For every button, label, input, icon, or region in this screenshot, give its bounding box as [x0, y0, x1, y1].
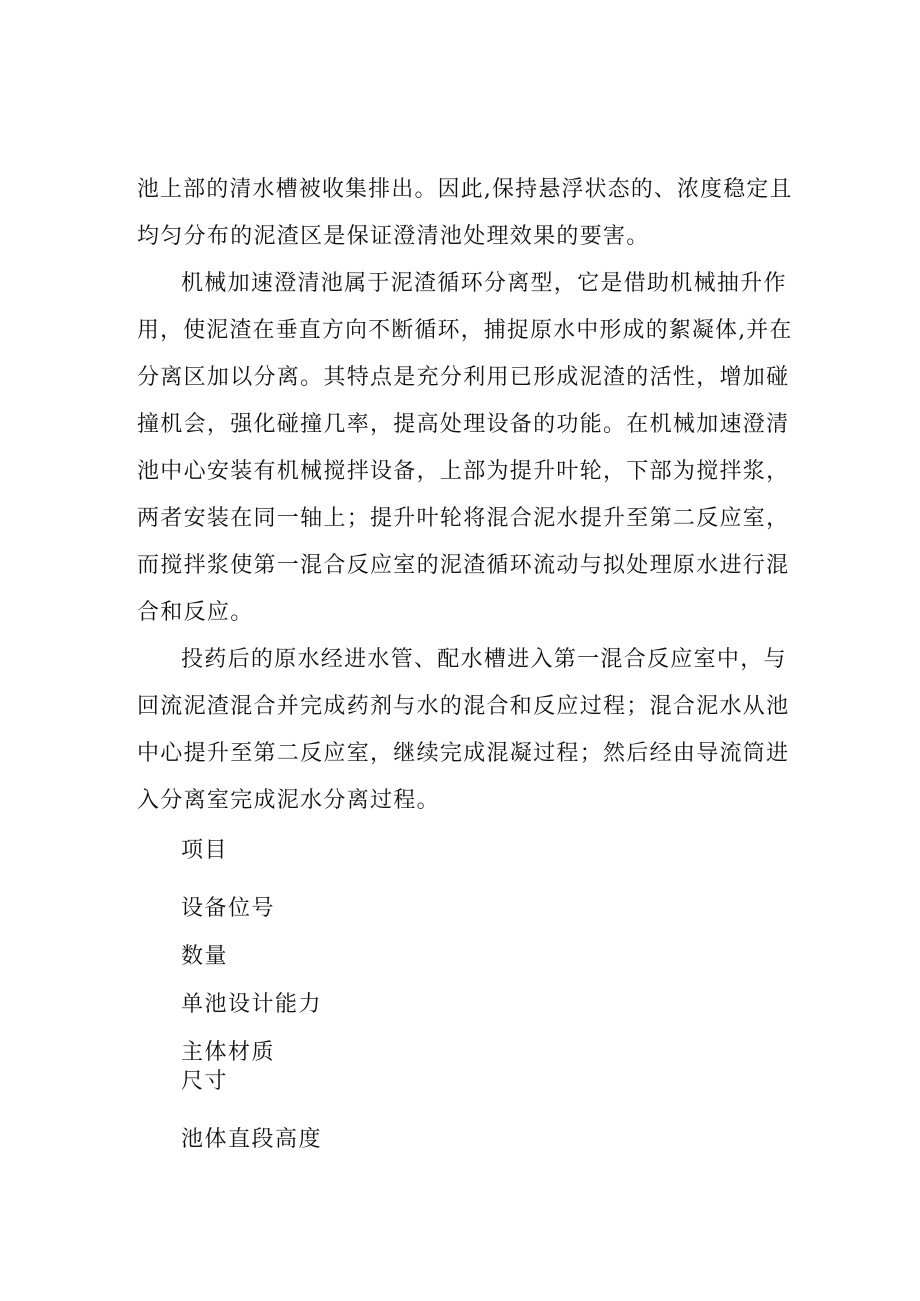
text-line: 合和反应。 — [137, 600, 254, 625]
text-line: 池中心安装有机械搅拌设备，上部为提升叶轮，下部为搅拌浆， — [137, 459, 790, 484]
text-line: 分离区加以分离。其特点是充分利用已形成泥渣的活性，增加碰 — [137, 365, 790, 390]
paragraph-1 — [137, 166, 793, 260]
text-line: 用，使泥渣在垂直方向不断循环，捕捉原水中形成的絮凝体,并在 — [137, 318, 793, 343]
field-item-straight-height: 池体直段高度 — [181, 1127, 323, 1152]
text-line: 入分离室完成泥水分离过程。 — [137, 788, 440, 813]
text-line: 投药后的原水经进水管、配水槽进入第一混合反应室中，与 — [181, 647, 787, 672]
paragraph-2 — [137, 260, 793, 636]
body-text — [137, 166, 793, 824]
text-line: 而搅拌浆使第一混合反应室的泥渣循环流动与拟处理原水进行混 — [137, 553, 790, 578]
field-item-design-capacity: 单池设计能力 — [181, 992, 323, 1017]
field-item-material: 主体材质 — [181, 1040, 276, 1065]
field-item-equipment-tag: 设备位号 — [181, 896, 276, 921]
text-line: 两者安装在同一轴上；提升叶轮将混合泥水提升至第二反应室， — [137, 506, 790, 531]
text-line: 池上部的清水槽被收集排出。因此,保持悬浮状态的、浓度稳定且 — [137, 177, 793, 202]
text-line: 回流泥渣混合并完成药剂与水的混合和反应过程；混合泥水从池 — [137, 694, 790, 719]
text-line: 中心提升至第二反应室，继续完成混凝过程；然后经由导流筒进 — [137, 741, 790, 766]
field-item-quantity: 数量 — [181, 944, 229, 969]
text-line: 机械加速澄清池属于泥渣循环分离型，它是借助机械抽升作 — [181, 271, 787, 296]
field-item-project: 项目 — [181, 838, 229, 863]
paragraph-3 — [137, 636, 793, 824]
field-item-dimensions: 尺寸 — [181, 1069, 229, 1094]
text-line: 均匀分布的泥渣区是保证澄清池处理效果的要害。 — [137, 224, 650, 249]
text-line: 撞机会，强化碰撞几率，提高处理设备的功能。在机械加速澄清 — [137, 412, 790, 437]
